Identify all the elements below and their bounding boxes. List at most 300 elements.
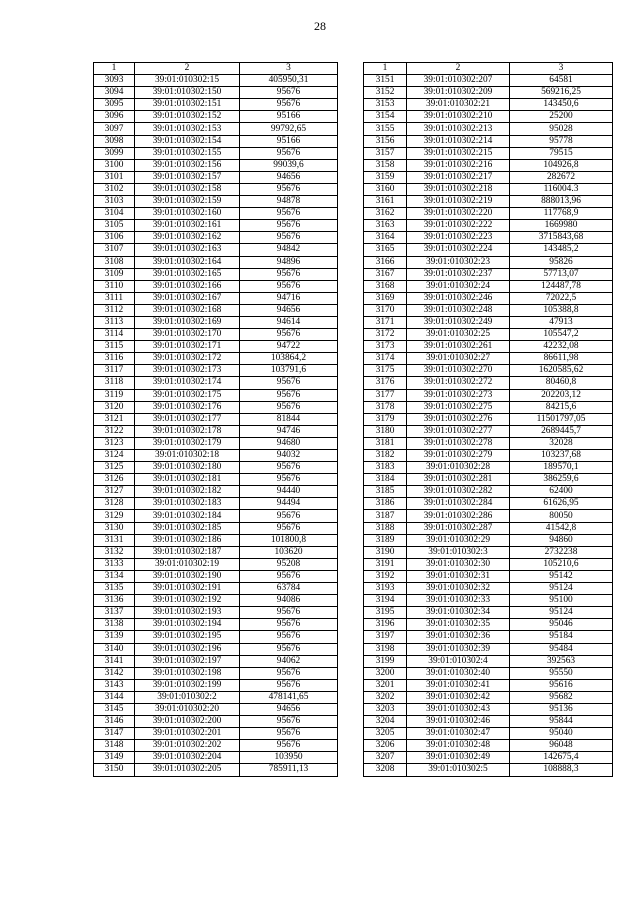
cadastral-number-cell: 39:01:010302:42 <box>407 691 510 703</box>
row-number-cell: 3185 <box>364 486 407 498</box>
cadastral-number-cell: 39:01:010302:192 <box>135 595 240 607</box>
cadastral-number-cell: 39:01:010302:165 <box>135 268 240 280</box>
cadastral-number-cell: 39:01:010302:34 <box>407 607 510 619</box>
row-number-cell: 3133 <box>94 558 135 570</box>
cadastral-number-cell: 39:01:010302:177 <box>135 413 240 425</box>
row-number-cell: 3193 <box>364 583 407 595</box>
value-cell: 2689445,7 <box>510 425 613 437</box>
value-cell: 99792,65 <box>240 123 338 135</box>
row-number-cell: 3095 <box>94 99 135 111</box>
table-row <box>94 462 338 474</box>
row-number-cell: 3166 <box>364 256 407 268</box>
row-number-cell: 3171 <box>364 316 407 328</box>
table-row <box>364 764 613 776</box>
value-cell: 63784 <box>240 583 338 595</box>
cadastral-number-cell: 39:01:010302:186 <box>135 534 240 546</box>
cadastral-number-cell: 39:01:010302:277 <box>407 425 510 437</box>
table-row <box>94 679 338 691</box>
cadastral-number-cell: 39:01:010302:47 <box>407 728 510 740</box>
cadastral-number-cell: 39:01:010302:183 <box>135 498 240 510</box>
cadastral-number-cell: 39:01:010302:156 <box>135 159 240 171</box>
cadastral-number-cell: 39:01:010302:33 <box>407 595 510 607</box>
row-number-cell: 3134 <box>94 570 135 582</box>
cadastral-number-cell: 39:01:010302:24 <box>407 280 510 292</box>
row-number-cell: 3146 <box>94 716 135 728</box>
cadastral-number-cell: 39:01:010302:200 <box>135 716 240 728</box>
table-row <box>364 292 613 304</box>
value-cell: 282672 <box>510 171 613 183</box>
cadastral-number-cell: 39:01:010302:193 <box>135 607 240 619</box>
value-cell: 95676 <box>240 99 338 111</box>
row-number-cell: 3116 <box>94 353 135 365</box>
row-number-cell: 3204 <box>364 716 407 728</box>
value-cell: 95682 <box>510 691 613 703</box>
value-cell: 94680 <box>240 437 338 449</box>
cadastral-number-cell: 39:01:010302:273 <box>407 389 510 401</box>
value-cell: 2732238 <box>510 546 613 558</box>
row-number-cell: 3163 <box>364 220 407 232</box>
cadastral-number-cell: 39:01:010302:169 <box>135 316 240 328</box>
row-number-cell: 3189 <box>364 534 407 546</box>
cadastral-number-cell: 39:01:010302:170 <box>135 329 240 341</box>
cadastral-number-cell: 39:01:010302:205 <box>135 764 240 776</box>
cadastral-number-cell: 39:01:010302:151 <box>135 99 240 111</box>
row-number-cell: 3206 <box>364 740 407 752</box>
value-cell: 94086 <box>240 595 338 607</box>
value-cell: 94842 <box>240 244 338 256</box>
table-row <box>94 534 338 546</box>
row-number-cell: 3188 <box>364 522 407 534</box>
table-row <box>364 401 613 413</box>
row-number-cell: 3141 <box>94 655 135 667</box>
cadastral-number-cell: 39:01:010302:164 <box>135 256 240 268</box>
row-number-cell: 3148 <box>94 740 135 752</box>
table-row <box>94 389 338 401</box>
row-number-cell: 3150 <box>94 764 135 776</box>
value-cell: 62400 <box>510 486 613 498</box>
value-cell: 105547,2 <box>510 329 613 341</box>
row-number-cell: 3135 <box>94 583 135 595</box>
table-row <box>94 401 338 413</box>
table-header-row <box>94 63 338 75</box>
row-number-cell: 3103 <box>94 196 135 208</box>
cadastral-number-cell: 39:01:010302:168 <box>135 304 240 316</box>
table-row <box>94 75 338 87</box>
value-cell: 99039,6 <box>240 159 338 171</box>
value-cell: 94656 <box>240 304 338 316</box>
cadastral-number-cell: 39:01:010302:178 <box>135 425 240 437</box>
table-row <box>364 498 613 510</box>
table-row <box>364 135 613 147</box>
cadastral-number-cell: 39:01:010302:197 <box>135 655 240 667</box>
table-row <box>94 365 338 377</box>
row-number-cell: 3180 <box>364 425 407 437</box>
table-row <box>364 111 613 123</box>
row-number-cell: 3143 <box>94 679 135 691</box>
table-row <box>94 558 338 570</box>
table-row <box>94 135 338 147</box>
value-cell: 95778 <box>510 135 613 147</box>
table-row <box>364 413 613 425</box>
table-row <box>364 691 613 703</box>
value-cell: 95184 <box>510 631 613 643</box>
row-number-cell: 3177 <box>364 389 407 401</box>
table-right <box>363 62 613 777</box>
table-row <box>364 667 613 679</box>
row-number-cell: 3170 <box>364 304 407 316</box>
table-row <box>94 123 338 135</box>
row-number-cell: 3178 <box>364 401 407 413</box>
value-cell: 95844 <box>510 716 613 728</box>
value-cell: 95676 <box>240 474 338 486</box>
table-row <box>94 183 338 195</box>
cadastral-number-cell: 39:01:010302:249 <box>407 316 510 328</box>
cadastral-number-cell: 39:01:010302:272 <box>407 377 510 389</box>
row-number-cell: 3094 <box>94 87 135 99</box>
cadastral-number-cell: 39:01:010302:184 <box>135 510 240 522</box>
table-row <box>94 99 338 111</box>
table-row <box>94 631 338 643</box>
cadastral-number-cell: 39:01:010302:167 <box>135 292 240 304</box>
cadastral-number-cell: 39:01:010302:218 <box>407 183 510 195</box>
cadastral-number-cell: 39:01:010302:281 <box>407 474 510 486</box>
row-number-cell: 3183 <box>364 462 407 474</box>
cadastral-number-cell: 39:01:010302:158 <box>135 183 240 195</box>
value-cell: 888013,96 <box>510 196 613 208</box>
row-number-cell: 3200 <box>364 667 407 679</box>
cadastral-number-cell: 39:01:010302:160 <box>135 208 240 220</box>
value-cell: 95676 <box>240 522 338 534</box>
cadastral-number-cell: 39:01:010302:185 <box>135 522 240 534</box>
row-number-cell: 3097 <box>94 123 135 135</box>
value-cell: 143450,6 <box>510 99 613 111</box>
value-cell: 95676 <box>240 607 338 619</box>
row-number-cell: 3119 <box>94 389 135 401</box>
table-row <box>364 99 613 111</box>
row-number-cell: 3158 <box>364 159 407 171</box>
table-row <box>94 510 338 522</box>
value-cell: 95676 <box>240 208 338 220</box>
row-number-cell: 3194 <box>364 595 407 607</box>
value-cell: 95676 <box>240 643 338 655</box>
table-row <box>94 655 338 667</box>
row-number-cell: 3208 <box>364 764 407 776</box>
table-row <box>94 341 338 353</box>
table-row <box>364 619 613 631</box>
value-cell: 105210,6 <box>510 558 613 570</box>
row-number-cell: 3201 <box>364 679 407 691</box>
row-number-cell: 3162 <box>364 208 407 220</box>
table-row <box>94 474 338 486</box>
value-cell: 94722 <box>240 341 338 353</box>
cadastral-number-cell: 39:01:010302:198 <box>135 667 240 679</box>
cadastral-number-cell: 39:01:010302:155 <box>135 147 240 159</box>
row-number-cell: 3139 <box>94 631 135 643</box>
row-number-cell: 3197 <box>364 631 407 643</box>
cadastral-number-cell: 39:01:010302:173 <box>135 365 240 377</box>
cadastral-number-cell: 39:01:010302:224 <box>407 244 510 256</box>
row-number-cell: 3100 <box>94 159 135 171</box>
row-number-cell: 3192 <box>364 570 407 582</box>
cadastral-number-cell: 39:01:010302:219 <box>407 196 510 208</box>
cadastral-number-cell: 39:01:010302:40 <box>407 667 510 679</box>
table-row <box>94 486 338 498</box>
cadastral-number-cell: 39:01:010302:161 <box>135 220 240 232</box>
value-cell: 25200 <box>510 111 613 123</box>
table-row <box>94 437 338 449</box>
row-number-cell: 3106 <box>94 232 135 244</box>
value-cell: 95676 <box>240 220 338 232</box>
table-row <box>94 159 338 171</box>
cadastral-number-cell: 39:01:010302:2 <box>135 691 240 703</box>
cadastral-number-cell: 39:01:010302:172 <box>135 353 240 365</box>
row-number-cell: 3117 <box>94 365 135 377</box>
value-cell: 95208 <box>240 558 338 570</box>
table-row <box>364 679 613 691</box>
table-row <box>364 486 613 498</box>
table-row <box>94 280 338 292</box>
value-cell: 478141,65 <box>240 691 338 703</box>
cadastral-number-cell: 39:01:010302:159 <box>135 196 240 208</box>
value-cell: 105388,8 <box>510 304 613 316</box>
row-number-cell: 3122 <box>94 425 135 437</box>
table-row <box>94 244 338 256</box>
table-row <box>364 183 613 195</box>
cadastral-number-cell: 39:01:010302:217 <box>407 171 510 183</box>
value-cell: 95676 <box>240 268 338 280</box>
value-cell: 94440 <box>240 486 338 498</box>
value-cell: 42232,08 <box>510 341 613 353</box>
cadastral-number-cell: 39:01:010302:171 <box>135 341 240 353</box>
row-number-cell: 3157 <box>364 147 407 159</box>
value-cell: 64581 <box>510 75 613 87</box>
cadastral-number-cell: 39:01:010302:287 <box>407 522 510 534</box>
row-number-cell: 3168 <box>364 280 407 292</box>
value-cell: 108888,3 <box>510 764 613 776</box>
row-number-cell: 3196 <box>364 619 407 631</box>
value-cell: 95046 <box>510 619 613 631</box>
table-header-row <box>364 63 613 75</box>
column-header: 1 <box>94 63 135 75</box>
row-number-cell: 3199 <box>364 655 407 667</box>
table-row <box>364 558 613 570</box>
table-row <box>94 607 338 619</box>
cadastral-number-cell: 39:01:010302:30 <box>407 558 510 570</box>
row-number-cell: 3156 <box>364 135 407 147</box>
table-row <box>364 462 613 474</box>
cadastral-number-cell: 39:01:010302:207 <box>407 75 510 87</box>
row-number-cell: 3198 <box>364 643 407 655</box>
cadastral-number-cell: 39:01:010302:179 <box>135 437 240 449</box>
table-row <box>364 474 613 486</box>
value-cell: 95676 <box>240 232 338 244</box>
table-row <box>364 232 613 244</box>
row-number-cell: 3110 <box>94 280 135 292</box>
table-row <box>364 534 613 546</box>
row-number-cell: 3101 <box>94 171 135 183</box>
value-cell: 80460,8 <box>510 377 613 389</box>
cadastral-number-cell: 39:01:010302:39 <box>407 643 510 655</box>
value-cell: 3715843,68 <box>510 232 613 244</box>
cadastral-number-cell: 39:01:010302:214 <box>407 135 510 147</box>
row-number-cell: 3154 <box>364 111 407 123</box>
row-number-cell: 3118 <box>94 377 135 389</box>
value-cell: 47913 <box>510 316 613 328</box>
row-number-cell: 3179 <box>364 413 407 425</box>
table-row <box>364 244 613 256</box>
table-row <box>364 256 613 268</box>
table-row <box>94 377 338 389</box>
table-left <box>93 62 338 777</box>
row-number-cell: 3173 <box>364 341 407 353</box>
row-number-cell: 3167 <box>364 268 407 280</box>
row-number-cell: 3121 <box>94 413 135 425</box>
row-number-cell: 3098 <box>94 135 135 147</box>
table-row <box>364 280 613 292</box>
table-row <box>364 171 613 183</box>
value-cell: 95676 <box>240 329 338 341</box>
row-number-cell: 3159 <box>364 171 407 183</box>
cadastral-number-cell: 39:01:010302:209 <box>407 87 510 99</box>
table-row <box>94 220 338 232</box>
row-number-cell: 3128 <box>94 498 135 510</box>
value-cell: 72022,5 <box>510 292 613 304</box>
column-header: 2 <box>135 63 240 75</box>
value-cell: 143485,2 <box>510 244 613 256</box>
table-row <box>94 196 338 208</box>
table-row <box>364 631 613 643</box>
cadastral-number-cell: 39:01:010302:223 <box>407 232 510 244</box>
value-cell: 94656 <box>240 703 338 715</box>
row-number-cell: 3112 <box>94 304 135 316</box>
table-row <box>94 256 338 268</box>
row-number-cell: 3182 <box>364 450 407 462</box>
table-row <box>364 220 613 232</box>
row-number-cell: 3131 <box>94 534 135 546</box>
value-cell: 405950,31 <box>240 75 338 87</box>
table-row <box>364 570 613 582</box>
cadastral-number-cell: 39:01:010302:23 <box>407 256 510 268</box>
row-number-cell: 3155 <box>364 123 407 135</box>
value-cell: 103950 <box>240 752 338 764</box>
row-number-cell: 3113 <box>94 316 135 328</box>
value-cell: 95676 <box>240 389 338 401</box>
value-cell: 95124 <box>510 583 613 595</box>
column-header: 1 <box>364 63 407 75</box>
value-cell: 79515 <box>510 147 613 159</box>
row-number-cell: 3190 <box>364 546 407 558</box>
value-cell: 94062 <box>240 655 338 667</box>
table-row <box>364 437 613 449</box>
value-cell: 103864,2 <box>240 353 338 365</box>
row-number-cell: 3184 <box>364 474 407 486</box>
table-row <box>364 655 613 667</box>
table-row <box>364 450 613 462</box>
table-row <box>94 413 338 425</box>
value-cell: 57713,07 <box>510 268 613 280</box>
value-cell: 95550 <box>510 667 613 679</box>
row-number-cell: 3140 <box>94 643 135 655</box>
value-cell: 386259,6 <box>510 474 613 486</box>
cadastral-number-cell: 39:01:010302:286 <box>407 510 510 522</box>
row-number-cell: 3174 <box>364 353 407 365</box>
table-row <box>94 147 338 159</box>
row-number-cell: 3161 <box>364 196 407 208</box>
table-row <box>364 353 613 365</box>
cadastral-number-cell: 39:01:010302:246 <box>407 292 510 304</box>
row-number-cell: 3102 <box>94 183 135 195</box>
value-cell: 95676 <box>240 619 338 631</box>
row-number-cell: 3160 <box>364 183 407 195</box>
row-number-cell: 3130 <box>94 522 135 534</box>
table-row <box>364 643 613 655</box>
row-number-cell: 3152 <box>364 87 407 99</box>
cadastral-number-cell: 39:01:010302:196 <box>135 643 240 655</box>
value-cell: 95676 <box>240 728 338 740</box>
cadastral-number-cell: 39:01:010302:35 <box>407 619 510 631</box>
cadastral-number-cell: 39:01:010302:213 <box>407 123 510 135</box>
table-row <box>364 583 613 595</box>
table-row <box>364 87 613 99</box>
value-cell: 95028 <box>510 123 613 135</box>
table-row <box>94 353 338 365</box>
cadastral-number-cell: 39:01:010302:190 <box>135 570 240 582</box>
row-number-cell: 3186 <box>364 498 407 510</box>
value-cell: 101800,8 <box>240 534 338 546</box>
cadastral-number-cell: 39:01:010302:18 <box>135 450 240 462</box>
table-row <box>364 159 613 171</box>
table-row <box>364 703 613 715</box>
row-number-cell: 3129 <box>94 510 135 522</box>
row-number-cell: 3104 <box>94 208 135 220</box>
table-row <box>364 147 613 159</box>
table-row <box>364 607 613 619</box>
column-header: 3 <box>240 63 338 75</box>
value-cell: 94860 <box>510 534 613 546</box>
row-number-cell: 3107 <box>94 244 135 256</box>
value-cell: 84215,6 <box>510 401 613 413</box>
table-row <box>94 764 338 776</box>
value-cell: 95676 <box>240 631 338 643</box>
table-row <box>364 316 613 328</box>
value-cell: 103791,6 <box>240 365 338 377</box>
value-cell: 1669980 <box>510 220 613 232</box>
value-cell: 142675,4 <box>510 752 613 764</box>
row-number-cell: 3120 <box>94 401 135 413</box>
table-row <box>364 268 613 280</box>
value-cell: 116004.3 <box>510 183 613 195</box>
cadastral-number-cell: 39:01:010302:195 <box>135 631 240 643</box>
cadastral-number-cell: 39:01:010302:49 <box>407 752 510 764</box>
value-cell: 86611,98 <box>510 353 613 365</box>
cadastral-number-cell: 39:01:010302:46 <box>407 716 510 728</box>
table-row <box>94 425 338 437</box>
table-row <box>94 304 338 316</box>
table-row <box>94 752 338 764</box>
table-row <box>94 208 338 220</box>
column-header: 2 <box>407 63 510 75</box>
value-cell: 95676 <box>240 510 338 522</box>
table-row <box>364 365 613 377</box>
value-cell: 94716 <box>240 292 338 304</box>
table-row <box>94 716 338 728</box>
row-number-cell: 3175 <box>364 365 407 377</box>
table-row <box>364 510 613 522</box>
table-row <box>364 522 613 534</box>
row-number-cell: 3132 <box>94 546 135 558</box>
value-cell: 11501797,05 <box>510 413 613 425</box>
cadastral-number-cell: 39:01:010302:15 <box>135 75 240 87</box>
